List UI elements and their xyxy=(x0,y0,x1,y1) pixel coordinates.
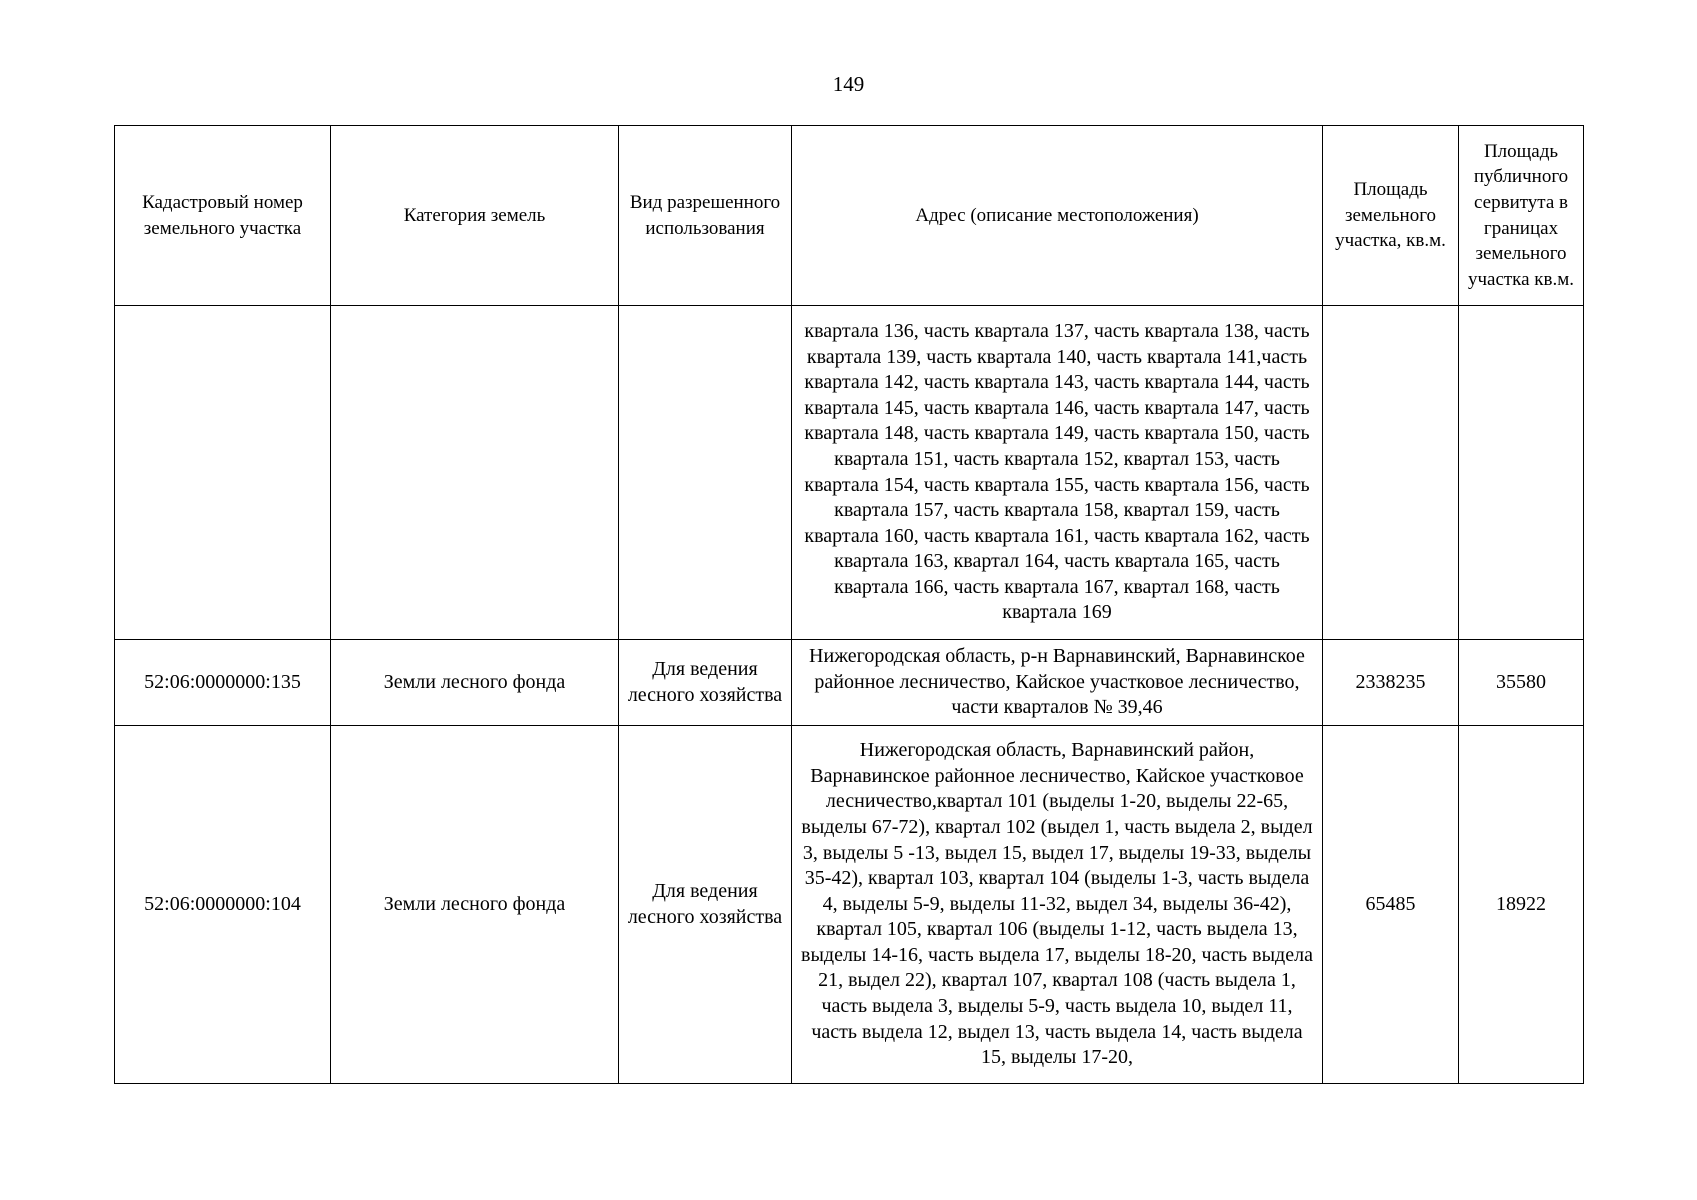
header-permitted-use: Вид разрешенного использования xyxy=(619,126,792,306)
cell-cadastral-number: 52:06:0000000:104 xyxy=(115,726,331,1084)
header-address: Адрес (описание местоположения) xyxy=(792,126,1323,306)
cell-cadastral-number: 52:06:0000000:135 xyxy=(115,640,331,726)
cell-address: квартала 136, часть квартала 137, часть квартала 138, часть квартала 139, часть квартала 140, часть квартала 141,часть квартала 142, часть квартала 143, часть квартала 144, часть квартала 145, часть квартала 146, часть квартала 147, часть квартала 148, часть квартала 149, часть квартала 150, часть квартала 151, часть квартала 152, квартал 153, часть квартала 154, часть квартала 155, часть квартала 156, часть квартала 157, часть квартала 158, квартал 159, часть квартала 160, часть квартала 161, часть квартала 162, часть квартала 163, квартал 164, часть квартала 165, часть квартала 166, часть квартала 167, квартал 168, часть квартала 169 xyxy=(792,306,1323,640)
cell-permitted-use: Для ведения лесного хозяйства xyxy=(619,726,792,1084)
cell-land-category: Земли лесного фонда xyxy=(331,726,619,1084)
page-number: 149 xyxy=(832,72,865,96)
cell-address: Нижегородская область, р-н Варнавинский, Варнавинское районное лесничество, Кайское участковое лесничество, части кварталов № 39,46 xyxy=(792,640,1323,726)
header-easement-area: Площадь публичного сервитута в границах земельного участка кв.м. xyxy=(1459,126,1584,306)
cell-land-category: Земли лесного фонда xyxy=(331,640,619,726)
cell-cadastral-number xyxy=(115,306,331,640)
header-cadastral-number: Кадастровый номер земельного участка xyxy=(115,126,331,306)
cell-permitted-use xyxy=(619,306,792,640)
header-plot-area: Площадь земельного участка, кв.м. xyxy=(1323,126,1459,306)
table-row xyxy=(115,306,1584,640)
table-header-row xyxy=(115,126,1584,306)
cell-plot-area: 65485 xyxy=(1323,726,1459,1084)
cell-address: Нижегородская область, Варнавинский район, Варнавинское районное лесничество, Кайское участковое лесничество,квартал 101 (выделы 1-20, выделы 22-65, выделы 67-72), квартал 102 (выдел 1, часть выдела 2, выдел 3, выделы 5 -13, выдел 15, выдел 17, выделы 19-33, выделы 35-42), квартал 103, квартал 104 (выделы 1-3, часть выдела 4, выделы 5-9, выделы 11-32, выдел 34, выделы 36-42), квартал 105, квартал 106 (выделы 1-12, часть выдела 13, выделы 14-16, часть выдела 17, выделы 18-20, часть выдела 21, выдел 22), квартал 107, квартал 108 (часть выдела 1, часть выдела 3, выделы 5-9, часть выдела 10, выдел 11, часть выдела 12, выдел 13, часть выдела 14, часть выдела 15, выделы 17-20, xyxy=(792,726,1323,1084)
cell-plot-area xyxy=(1323,306,1459,640)
cadastral-table xyxy=(114,125,1584,1084)
table-row xyxy=(115,726,1584,1084)
cell-permitted-use: Для ведения лесного хозяйства xyxy=(619,640,792,726)
cell-plot-area: 2338235 xyxy=(1323,640,1459,726)
cell-easement-area: 18922 xyxy=(1459,726,1584,1084)
cell-land-category xyxy=(331,306,619,640)
cell-easement-area: 35580 xyxy=(1459,640,1584,726)
cell-easement-area xyxy=(1459,306,1584,640)
table-row xyxy=(115,640,1584,726)
header-land-category: Категория земель xyxy=(331,126,619,306)
